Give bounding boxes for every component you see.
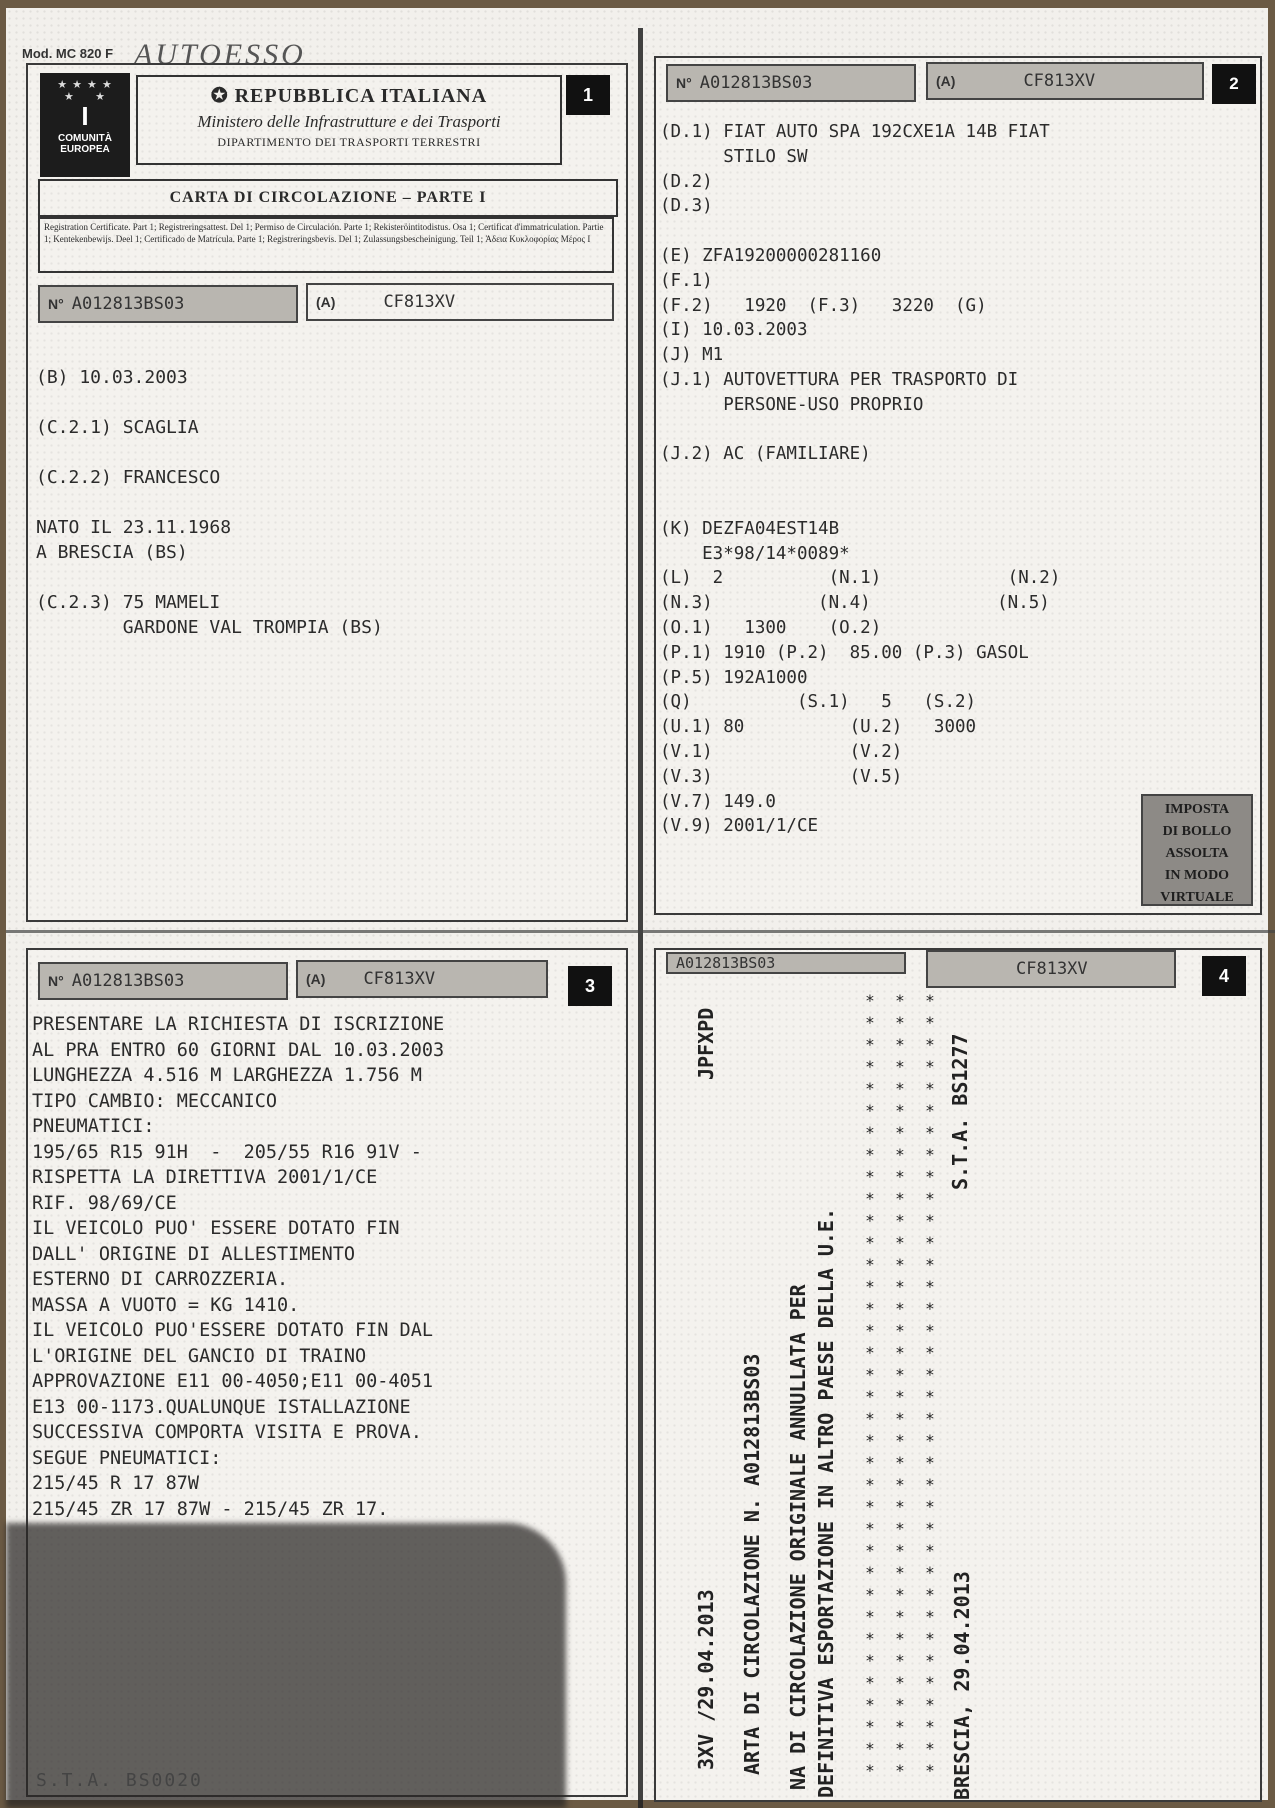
registration-certificate-sheet: [6, 8, 1268, 1800]
plate-box: (A) CF813XV: [926, 62, 1204, 100]
sta-office-code: S.T.A. BS1277: [948, 1033, 972, 1190]
text-line: PRESENTARE LA RICHIESTA DI ISCRIZIONE: [32, 1014, 445, 1035]
document-number: A012813BS03: [676, 954, 776, 972]
stamp-line: DI BOLLO: [1162, 824, 1232, 839]
eu-label: COMUNITÀ EUROPEA: [58, 133, 112, 155]
text-line: LUNGHEZZA 4.516 M LARGHEZZA 1.756 M: [32, 1065, 422, 1086]
text-line: (J.1) AUTOVETTURA PER TRASPORTO DI: [660, 369, 1019, 390]
text-line: [36, 440, 383, 465]
text-line: E13 00-1173.QUALUNQUE ISTALLAZIONE: [32, 1396, 411, 1418]
plate-number: CF813XV: [1023, 71, 1096, 91]
document-number: A012813BS03: [71, 971, 185, 991]
text-line: [660, 467, 1060, 492]
text-line: [660, 492, 1060, 517]
text-line: PNEUMATICI:: [32, 1116, 155, 1137]
republic-title: ✪ REPUBBLICA ITALIANA: [210, 85, 488, 107]
text-line: ESTERNO DI CARROZZERIA.: [32, 1269, 289, 1290]
asterisk-column-icon: * * * * * * * * * * * * * * * * * * * * * * * * * * * * * * * * * * * *: [895, 991, 905, 1780]
stamp-line: VIRTUALE: [1160, 890, 1234, 905]
text-line: (P.1) 1910 (P.2) 85.00 (P.3) GASOL: [660, 642, 1029, 663]
model-label: Mod. MC 820 F: [22, 46, 114, 61]
text-line: (P.5) 192A1000: [660, 667, 808, 688]
text-line: (D.2): [660, 171, 713, 192]
text-line: SUCCESSIVA COMPORTA VISITA E PROVA.: [32, 1422, 422, 1443]
hand-shadow: [6, 1523, 566, 1808]
handwritten-note: AUTOESSO: [134, 38, 306, 71]
eu-flag-icon: ★ ★ ★ ★ ★ ★ I COMUNITÀ EUROPEA: [40, 73, 130, 177]
department-name: DIPARTIMENTO DEI TRASPORTI TERRESTRI: [217, 135, 481, 149]
text-line: L'ORIGINE DEL GANCIO DI TRAINO: [32, 1345, 367, 1367]
cancellation-date-line: 3XV /29.04.2013: [694, 1589, 718, 1770]
plate-box: (A) CF813XV: [306, 283, 614, 321]
text-line: (V.1) (V.2): [660, 741, 903, 762]
text-line: [660, 219, 1060, 244]
owner-details: [36, 365, 383, 640]
cancellation-certificate-line: ARTA DI CIRCOLAZIONE N. A012813BS03: [740, 1353, 764, 1775]
vertical-fold: [638, 28, 643, 1808]
text-line: (Q) (S.1) 5 (S.2): [660, 692, 977, 713]
cancellation-place-date: BRESCIA, 29.04.2013: [950, 1571, 974, 1800]
text-line: [36, 490, 383, 515]
text-line: (F.2) 1920 (F.3) 3220 (G): [660, 295, 987, 316]
plate-box: [926, 950, 1176, 988]
text-line: PERSONE-USO PROPRIO: [660, 394, 924, 415]
code-label: JPFXPD: [694, 1007, 718, 1080]
document-number-box: N° A012813BS03: [38, 285, 298, 323]
stamp-line: ASSOLTA: [1165, 846, 1229, 861]
document-number-box: N° A012813BS03: [666, 64, 916, 102]
stamp-line: IMPOSTA: [1164, 802, 1230, 817]
text-line: (V.3) (V.5): [660, 766, 903, 787]
text-line: (D.1) FIAT AUTO SPA 192CXE1A 14B FIAT: [660, 122, 1050, 142]
text-line: [36, 390, 383, 415]
plate-number: CF813XV: [1016, 959, 1088, 979]
text-line: GARDONE VAL TROMPIA (BS): [36, 617, 383, 638]
text-line: (F.1): [660, 270, 713, 291]
text-line: (C.2.3) 75 MAMELI: [36, 592, 221, 613]
document-title: CARTA DI CIRCOLAZIONE – PARTE I: [38, 179, 618, 217]
plate-box: (A) CF813XV: [296, 960, 548, 998]
part-number-badge: 4: [1202, 956, 1246, 996]
text-line: IL VEICOLO PUO' ESSERE DOTATO FIN: [32, 1218, 400, 1239]
text-line: APPROVAZIONE E11 00-4050;E11 00-4051: [32, 1371, 433, 1392]
text-line: (O.1) 1300 (O.2): [660, 617, 882, 638]
text-line: TIPO CAMBIO: MECCANICO: [32, 1090, 278, 1112]
text-line: AL PRA ENTRO 60 GIORNI DAL 10.03.2003: [32, 1039, 445, 1061]
text-line: (K) DEZFA04EST14B: [660, 518, 840, 539]
text-line: (C.2.1) SCAGLIA: [36, 417, 199, 438]
text-line: (L) 2 (N.1) (N.2): [660, 568, 1061, 589]
text-line: RIF. 98/69/CE: [32, 1192, 177, 1214]
document-number-box: [666, 952, 906, 974]
text-line: RISPETTA LA DIRETTIVA 2001/1/CE: [32, 1167, 378, 1188]
cancellation-export-line: DEFINITIVA ESPORTAZIONE IN ALTRO PAESE DELLA U.E.: [814, 1207, 838, 1798]
part-2-panel: [654, 56, 1262, 915]
part-4-panel: [654, 948, 1262, 1802]
text-line: (I) 10.03.2003: [660, 320, 808, 341]
text-line: (C.2.2) FRANCESCO: [36, 467, 221, 488]
text-line: (U.1) 80 (U.2) 3000: [660, 717, 977, 738]
text-line: SEGUE PNEUMATICI:: [32, 1447, 222, 1469]
text-line: (J.2) AC (FAMILIARE): [660, 444, 871, 465]
text-line: 215/45 R 17 87W: [32, 1473, 200, 1494]
vehicle-details: [660, 120, 1060, 839]
emblem-icon: ✪: [210, 85, 235, 107]
text-line: (V.9) 2001/1/CE: [660, 816, 819, 837]
text-line: DALL' ORIGINE DI ALLESTIMENTO: [32, 1243, 356, 1265]
text-line: NATO IL 23.11.1968: [36, 517, 232, 538]
text-line: [660, 418, 1060, 443]
ministry-header: [136, 75, 562, 165]
text-line: (B) 10.03.2003: [36, 367, 188, 388]
stamp-line: IN MODO: [1164, 868, 1230, 883]
text-line: E3*98/14*0089*: [660, 543, 850, 564]
virtual-stamp-duty-stamp: [1141, 794, 1253, 906]
cancellation-reason-line: NA DI CIRCOLAZIONE ORIGINALE ANNULLATA PER: [786, 1284, 810, 1790]
ministry-name: Ministero delle Infrastrutture e dei Trasporti: [197, 112, 501, 131]
text-line: 195/65 R15 91H - 205/55 R16 91V -: [32, 1141, 422, 1163]
multilingual-caption: Registration Certificate. Part 1; Registreringsattest. Del 1; Permiso de Circulación. Parte 1; Rekisteröintitodistus. Osa 1; Certificat d'immatriculation. Partie 1; Kentekenbewijs. Deel 1; Certificado de Matrícula. Parte 1; Registreringsbevis. Del 1; Zulassungsbescheinigung. Teil 1; Άδεια Κυκλοφορίας Μέρος Ι: [38, 217, 614, 273]
plate-number: CF813XV: [383, 292, 456, 312]
eu-initial: I: [81, 101, 89, 131]
part-1-panel: [26, 63, 628, 922]
text-line: [36, 565, 383, 590]
document-number: A012813BS03: [71, 294, 185, 314]
text-line: (N.3) (N.4) (N.5): [660, 593, 1050, 614]
text-line: IL VEICOLO PUO'ESSERE DOTATO FIN DAL: [32, 1320, 433, 1341]
document-number-box: N° A012813BS03: [38, 962, 288, 1000]
text-line: 215/45 ZR 17 87W - 215/45 ZR 17.: [32, 1498, 389, 1520]
part-number-badge: 3: [568, 966, 612, 1006]
text-line: STILO SW: [660, 146, 808, 167]
horizontal-fold: [6, 930, 1275, 933]
text-line: (J) M1: [660, 345, 724, 366]
technical-notes: [32, 1012, 444, 1522]
sta-footer: S.T.A. BS0020: [36, 1770, 203, 1791]
text-line: A BRESCIA (BS): [36, 542, 188, 563]
text-line: (E) ZFA19200000281160: [660, 245, 882, 266]
text-line: MASSA A VUOTO = KG 1410.: [32, 1294, 300, 1316]
part-2-logo-icon: 2: [1212, 64, 1256, 104]
document-number: A012813BS03: [699, 73, 813, 93]
asterisk-column-icon: * * * * * * * * * * * * * * * * * * * * * * * * * * * * * * * * * * * *: [925, 991, 935, 1780]
text-line: (V.7) 149.0: [660, 791, 776, 812]
text-line: (D.3): [660, 196, 713, 217]
asterisk-column-icon: * * * * * * * * * * * * * * * * * * * * * * * * * * * * * * * * * * * *: [865, 991, 875, 1780]
plate-number: CF813XV: [363, 969, 436, 989]
part-number-badge: 1: [566, 75, 610, 115]
